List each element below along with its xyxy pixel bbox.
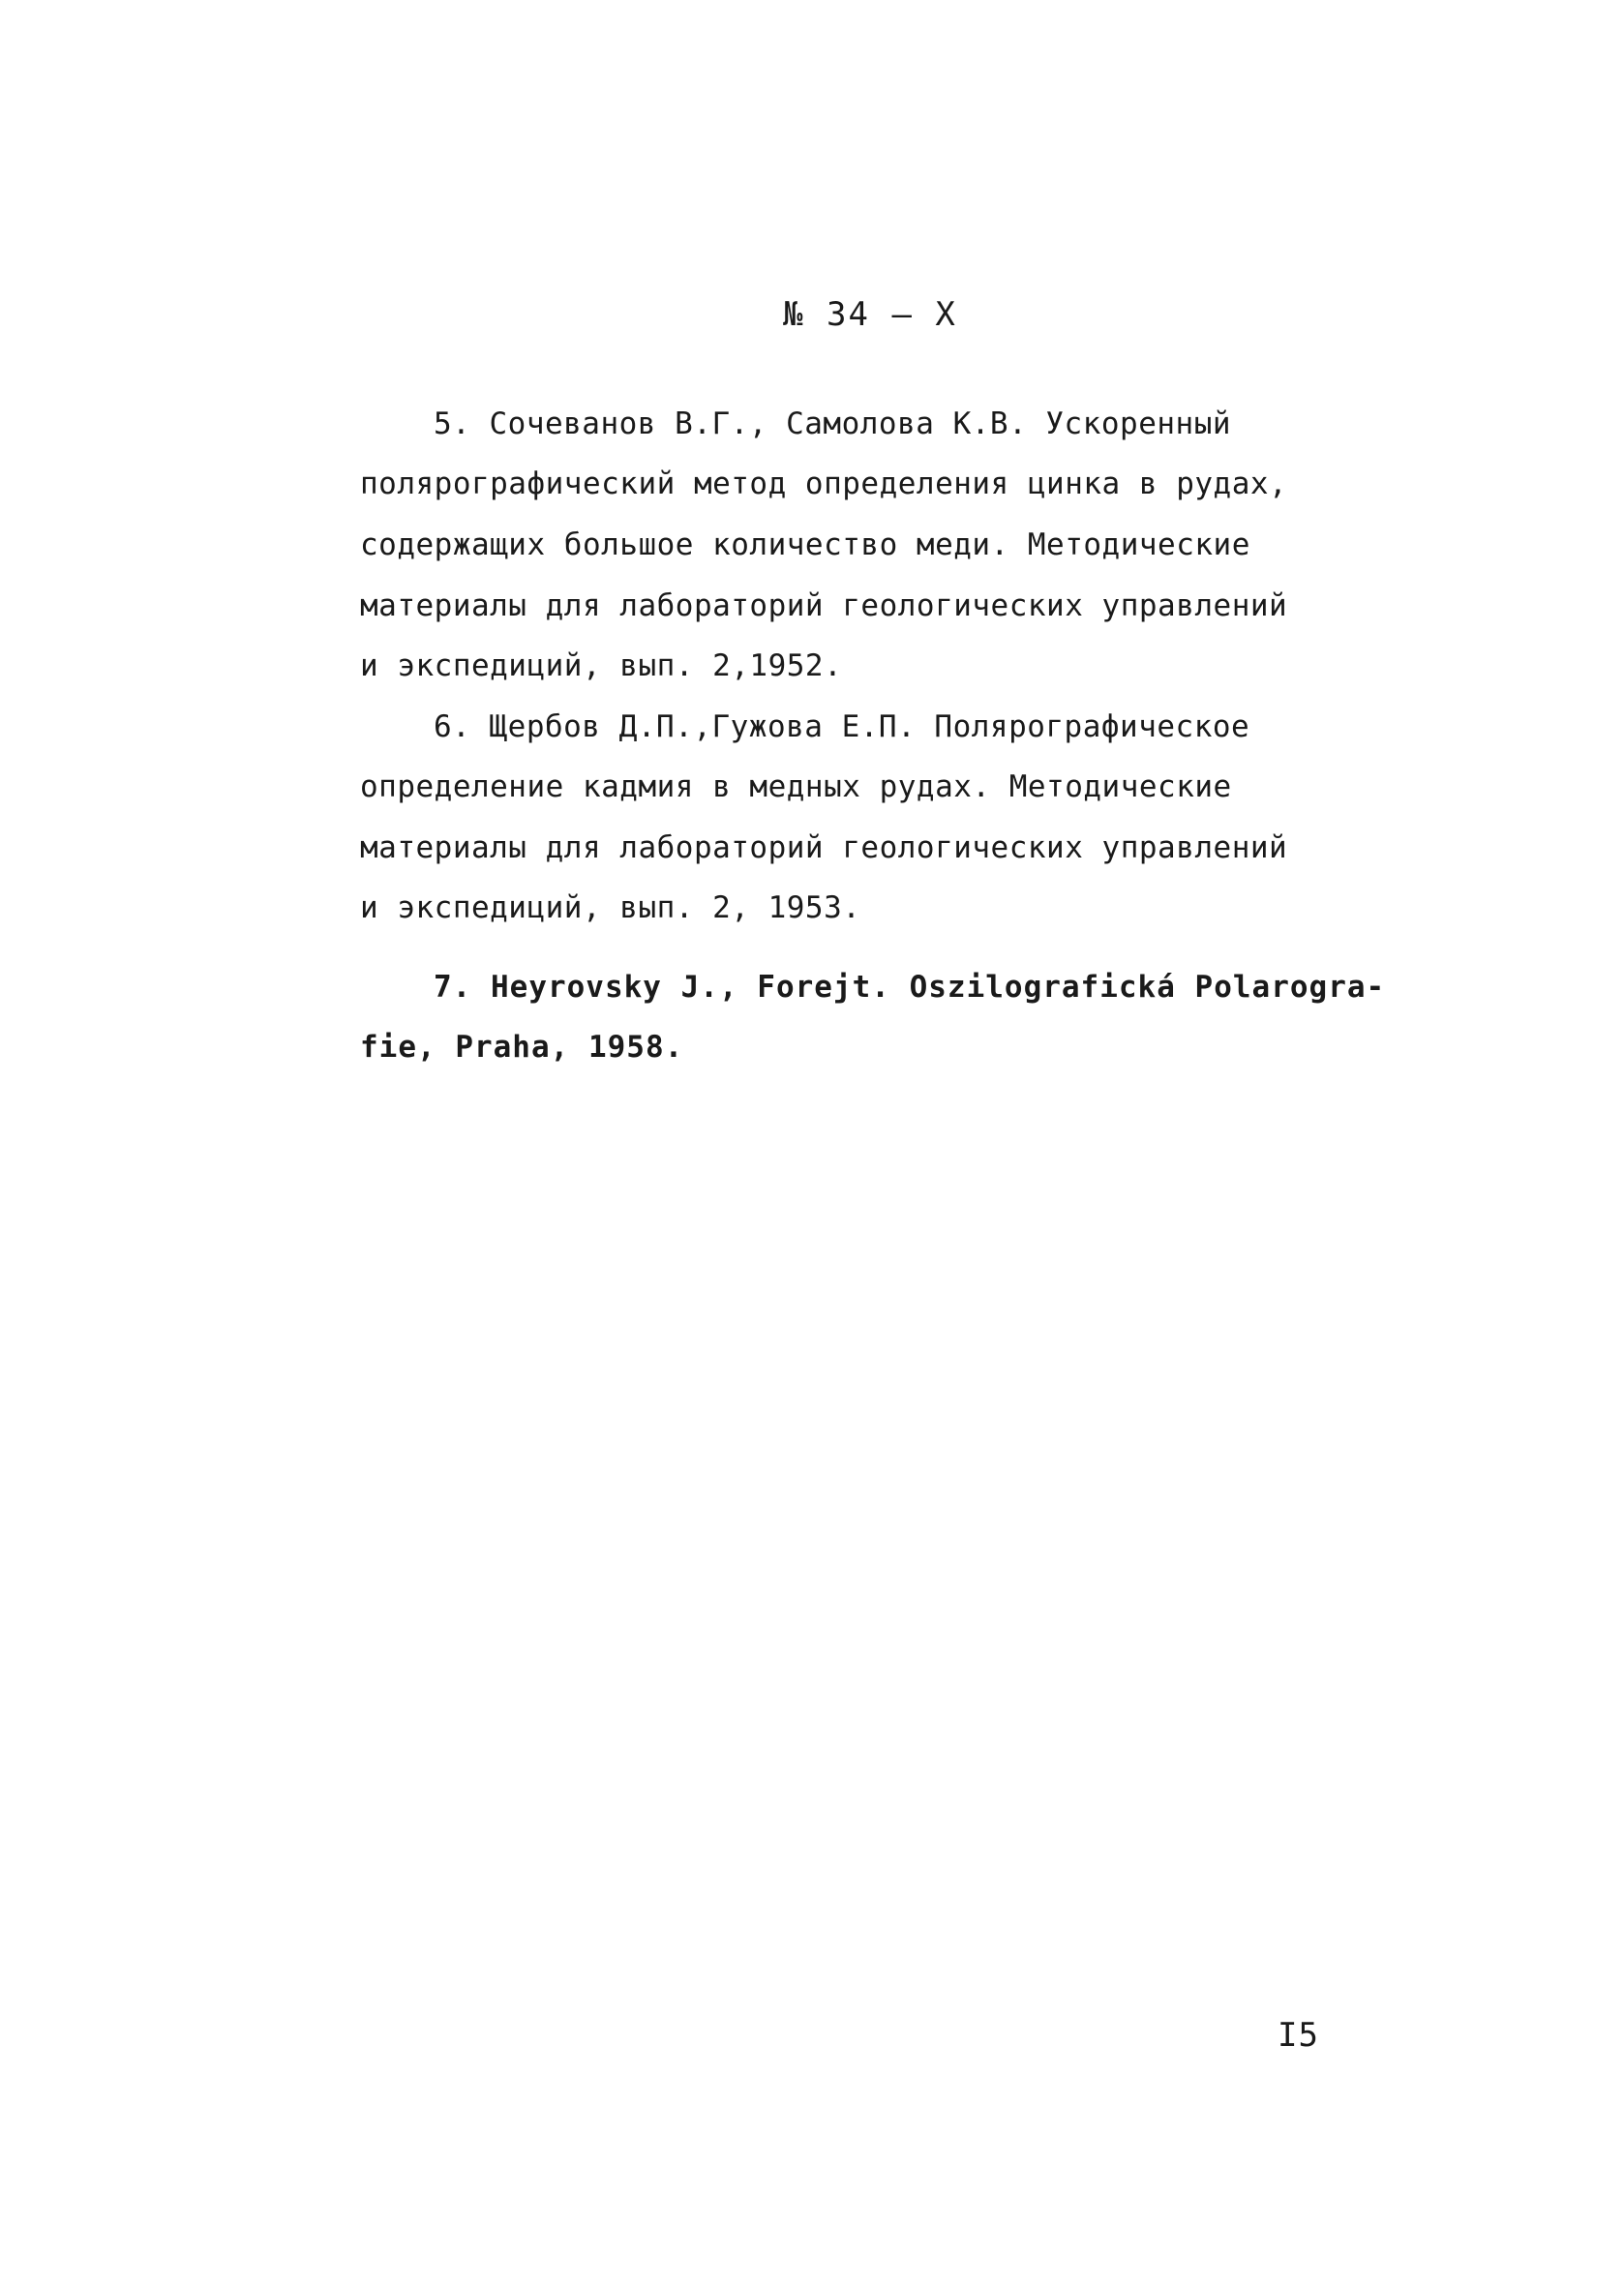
- reference-5-line-1: 5. Сочеванов В.Г., Самолова К.В. Ускоренный: [434, 406, 1232, 441]
- reference-6-line-2: определение кадмия в медных рудах. Методические: [360, 769, 1232, 804]
- reference-6-line-1: 6. Щербов Д.П.,Гужова Е.П. Полярографическое: [434, 709, 1250, 744]
- reference-5-line-3: содержащих большое количество меди. Методические: [360, 527, 1250, 562]
- reference-6-line-3: материалы для лабораторий геологических управлений: [360, 830, 1288, 865]
- reference-5-line-5: и экспедиций, вып. 2,1952.: [360, 648, 843, 683]
- page-number: I5: [1278, 2016, 1319, 2055]
- reference-7-line-1: 7. Heyrovsky J., Forejt. Oszilografická Polarogra-: [434, 970, 1386, 1005]
- reference-5-line-2: полярографический метод определения цинка в рудах,: [360, 466, 1288, 501]
- document-header: № 34 – Х: [783, 295, 957, 334]
- reference-7-line-2: fie, Praha, 1958.: [360, 1030, 684, 1065]
- reference-6-line-4: и экспедиций, вып. 2, 1953.: [360, 890, 861, 925]
- reference-5-line-4: материалы для лабораторий геологических управлений: [360, 588, 1288, 623]
